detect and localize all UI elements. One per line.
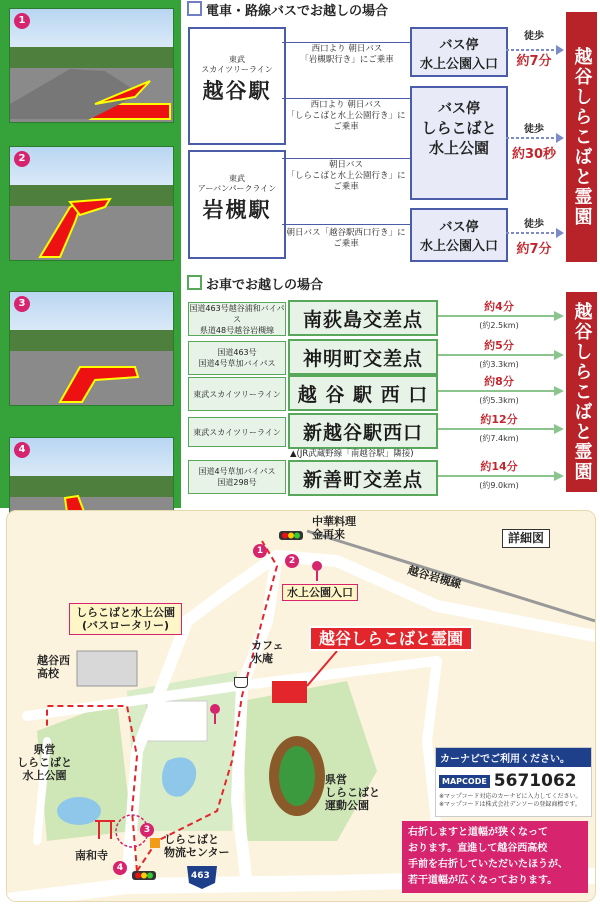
bus-stop-box xyxy=(410,27,508,77)
label-logistics: しらこばと 物流センター xyxy=(164,833,230,859)
station-koshigaya xyxy=(188,27,286,145)
label-sports-park: 県営 しらこばと 運動公園 xyxy=(325,773,380,812)
bus-stop-box xyxy=(410,208,508,262)
route-note: 西口より 朝日バス 「しらこばと水上公園行き」に ご乗車 xyxy=(286,100,406,132)
station-line: 東武 スカイツリーライン xyxy=(201,55,273,74)
intersection-name: 神明町交差点 xyxy=(288,339,438,375)
bus-stop-name: しらこばと 水上公園 xyxy=(421,119,497,157)
road-label: 東武スカイツリーライン xyxy=(188,417,286,447)
bus-stop-label: バス停 xyxy=(439,220,479,235)
road-label: 国道463号 国道4号草加バイパス xyxy=(188,341,286,375)
walk-time: 徒歩 約7分 xyxy=(516,31,552,69)
walk-time: 徒歩 約7分 xyxy=(516,219,552,257)
route-note: 朝日バス「越谷駅西口行き」に ご乗車 xyxy=(286,228,406,249)
photo-marker: 1 xyxy=(14,13,30,29)
walk-time: 徒歩 約30秒 xyxy=(511,124,557,162)
label-chinese-restaurant: 中華料理 金再来 xyxy=(312,515,356,541)
photo-2 xyxy=(9,146,174,261)
intersection-name: 新越谷駅西口 xyxy=(288,413,438,449)
bus-stop-name: 水上公園入口 xyxy=(419,239,498,254)
map-marker-1: 1 xyxy=(253,544,267,558)
map-marker-3: 3 xyxy=(140,823,154,837)
label-temple: 南和寺 xyxy=(75,849,108,862)
label-school: 越谷西 高校 xyxy=(37,654,70,680)
mapcode-logo: MAPCODE xyxy=(439,775,490,788)
bus-stop-box xyxy=(410,86,508,200)
photo-marker: 3 xyxy=(14,296,30,312)
station-name: 越谷駅 xyxy=(202,79,272,103)
road-label: 東武スカイツリーライン xyxy=(188,377,286,411)
drive-time: 約14分 (約9.0km) xyxy=(479,460,519,490)
photo-column xyxy=(0,0,181,508)
station-name: 岩槻駅 xyxy=(202,198,272,222)
photo-marker: 4 xyxy=(14,442,30,458)
route-note: 西口より 朝日バス 「岩槻駅行き」にご乗車 xyxy=(300,44,394,65)
road-label: 国道4号草加バイパス 国道298号 xyxy=(188,460,286,494)
label-water-park: 県営 しらこばと 水上公園 xyxy=(17,743,72,782)
road-label: 国道463号越谷浦和バイパス 県道48号越谷岩槻線 xyxy=(189,303,285,335)
drive-time: 約5分 (約3.3km) xyxy=(479,339,519,369)
route-warning: 右折しますと道幅が狭くなって おります。直進して越谷西高校 手前を右折していただいたほうが、 若干道幅が広くなっております。 xyxy=(402,821,588,893)
turn-arrow-icon xyxy=(60,367,138,402)
intersection-name: 南荻島交差点 xyxy=(288,300,438,336)
warehouse-icon xyxy=(150,838,160,848)
label-cafe: カフェ 水庵 xyxy=(251,639,284,665)
detail-label: 詳細図 xyxy=(502,529,550,548)
detail-map xyxy=(6,510,596,902)
bus-stop-name: 水上公園入口 xyxy=(419,57,498,72)
bus-stop-label: バス停 xyxy=(438,101,480,117)
photo-marker: 2 xyxy=(14,151,30,167)
drive-time: 約4分 (約2.5km) xyxy=(479,300,519,330)
cafe-icon xyxy=(234,677,248,688)
destination-banner: 越谷しらこばと霊園 xyxy=(566,12,597,262)
station-line: 東武 アーバンパークライン xyxy=(197,174,277,193)
drive-time: 約8分 (約5.3km) xyxy=(479,375,519,405)
map-marker-2: 2 xyxy=(285,554,299,568)
photo-1 xyxy=(9,8,174,123)
station-iwatsuki xyxy=(188,150,286,259)
mapcode-panel xyxy=(435,747,592,817)
label-cemetery: 越谷しらこばと霊園 xyxy=(309,626,473,651)
drive-time: 約12分 (約7.4km) xyxy=(479,413,519,443)
label-rail-line: 越谷岩槻線 xyxy=(406,563,463,592)
photo-3 xyxy=(9,291,174,406)
destination-banner: 越谷しらこばと霊園 xyxy=(566,292,597,492)
route-shield: 463 xyxy=(191,871,210,881)
train-section-heading: 電車・路線バスでお越しの場合 xyxy=(187,0,388,19)
navi-title: カーナビでご利用ください。 xyxy=(436,748,591,767)
jr-note: ▲(JR武蔵野線「南越谷駅」隣接) xyxy=(290,449,414,459)
intersection-name: 新善町交差点 xyxy=(288,460,438,496)
route-note: 朝日バス 「しらこばと水上公園行き」に ご乗車 xyxy=(286,160,406,192)
intersection-name: 越 谷 駅 西 口 xyxy=(288,375,438,411)
label-bus-rotary: しらこばと水上公園 (バスロータリー) xyxy=(69,603,182,635)
car-section-heading: お車でお越しの場合 xyxy=(187,274,323,293)
bus-stop-label: バス停 xyxy=(439,38,479,53)
label-bus-stop: 水上公園入口 xyxy=(282,584,358,601)
map-marker-4: 4 xyxy=(113,861,127,875)
mapcode-value: 5671062 xyxy=(493,771,577,791)
mapcode-note: ※マップコード対応のカーナビに入力してください。 ※マップコードは株式会社デンソーの登録商標です。 xyxy=(439,793,582,808)
